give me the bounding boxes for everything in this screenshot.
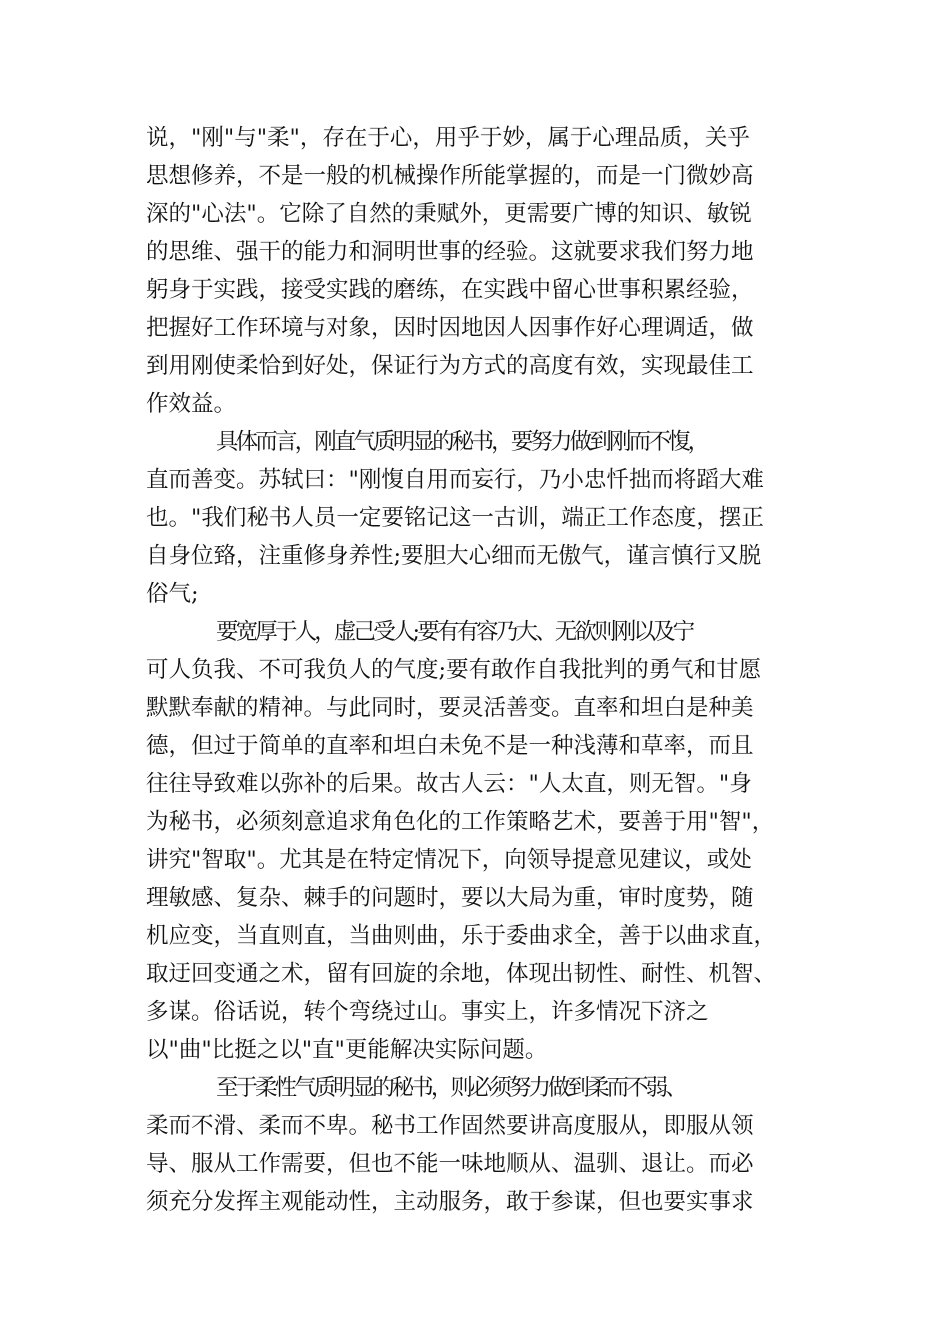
text-line: 以"曲"比挺之以"直"更能解决实际问题。 — [146, 1037, 548, 1063]
text-line: 深的"心法"。它除了自然的秉赋外，更需要广博的知识、敏锐 — [146, 201, 752, 227]
text-line: 往往导致难以弥补的后果。故古人云："人太直，则无智。"身 — [146, 771, 752, 797]
text-line: 取迂回变通之术，留有回旋的余地，体现出韧性、耐性、机智、 — [146, 961, 777, 987]
text-line: 的思维、强干的能力和洞明世事的经验。这就要求我们努力地 — [146, 239, 754, 265]
text-line: 也。"我们秘书人员一定要铭记这一古训，端正工作态度，摆正 — [146, 505, 764, 531]
text-line: 讲究"智取"。尤其是在特定情况下，向领导提意见建议，或处 — [146, 847, 752, 873]
text-line: 具体而言，刚直气质明显的秘书，要努力做到刚而不愎， — [216, 429, 708, 455]
text-line: 可人负我、不可我负人的气度;要有敢作自我批判的勇气和甘愿 — [146, 657, 762, 683]
text-line: 多谋。俗话说，转个弯绕过山。事实上，许多情况下济之 — [146, 999, 709, 1025]
text-line: 柔而不滑、柔而不卑。秘书工作固然要讲高度服从，即服从领 — [146, 1113, 754, 1139]
text-line: 俗气; — [146, 581, 199, 607]
text-line: 理敏感、复杂、棘手的问题时，要以大局为重，审时度势，随 — [146, 885, 754, 911]
text-line: 导、服从工作需要，但也不能一味地顺从、温驯、退让。而必 — [146, 1151, 754, 1177]
text-line: 把握好工作环境与对象，因时因地因人因事作好心理调适，做 — [146, 315, 754, 341]
text-line: 思想修养，不是一般的机械操作所能掌握的，而是一门微妙高 — [146, 163, 754, 189]
text-line: 为秘书，必须刻意追求角色化的工作策略艺术，要善于用"智"， — [146, 809, 775, 835]
text-line: 到用刚使柔恰到好处，保证行为方式的高度有效，实现最佳工 — [146, 353, 754, 379]
text-line: 自身位臵，注重修身养性;要胆大心细而无傲气，谨言慎行又脱 — [146, 543, 762, 569]
text-line: 默默奉献的精神。与此同时，要灵活善变。直率和坦白是种美 — [146, 695, 754, 721]
text-line: 作效益。 — [146, 391, 237, 417]
text-line: 须充分发挥主观能动性，主动服务，敢于参谋，但也要实事求 — [146, 1189, 754, 1215]
text-line: 至于柔性气质明显的秘书，则必须努力做到柔而不弱、 — [216, 1075, 685, 1101]
text-line: 直而善变。苏轼曰："刚愎自用而妄行，乃小忠忏拙而将蹈大难 — [146, 467, 764, 493]
text-line: 德，但过于简单的直率和坦白未免不是一种浅薄和草率，而且 — [146, 733, 754, 759]
text-line: 躬身于实践，接受实践的磨练，在实践中留心世事积累经验， — [146, 277, 754, 303]
text-line: 机应变，当直则直，当曲则曲，乐于委曲求全，善于以曲求直， — [146, 923, 777, 949]
text-line: 要宽厚于人，虚己受人;要有有容乃大、无欲则刚以及宁 — [216, 619, 693, 645]
text-line: 说，"刚"与"柔"，存在于心，用乎于妙，属于心理品质，关乎 — [146, 125, 750, 151]
